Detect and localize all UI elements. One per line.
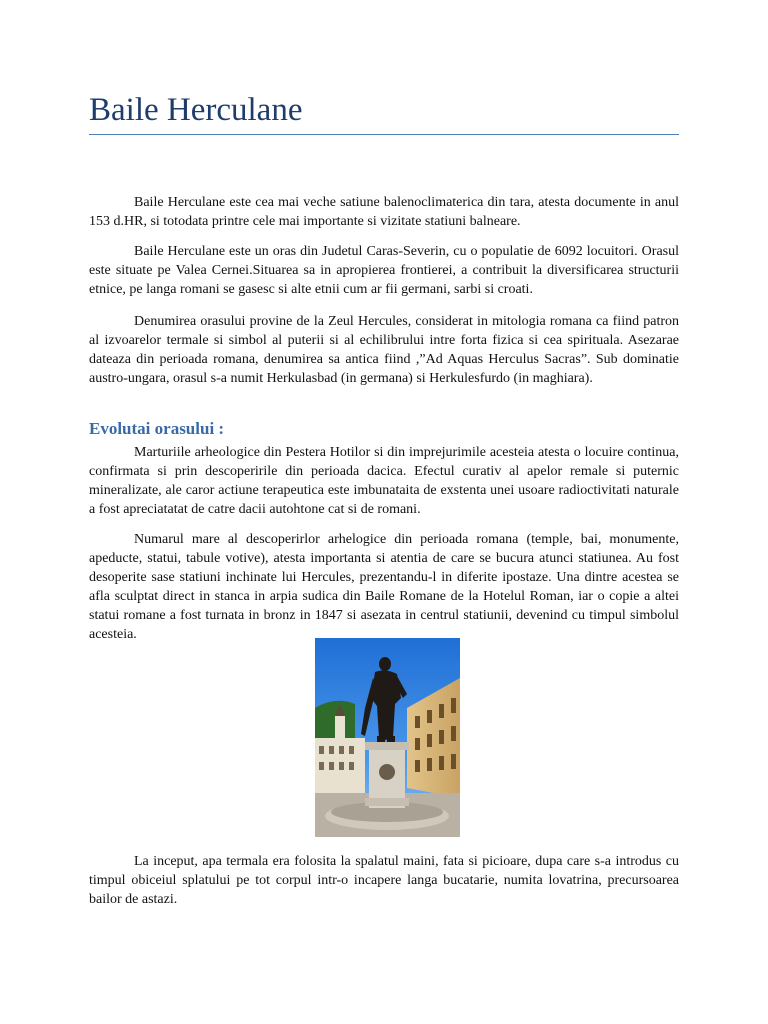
- paragraph-section-1: Marturiile arheologice din Pestera Hotilor si din imprejurimile acesteia atesta o locuire continua, confirmata si prin descoperirile din perioada dacica. Efectul curativ al apelor remale si puternic mineralizate, ale caror actiune terapeutica este imbunataita de exstenta unei usoare radioctivitati naturale a fost apreciatatat de catre dacii autohtone cat si de romani.: [89, 445, 679, 517]
- title-underline: [89, 134, 679, 135]
- section-heading-evolution: Evolutai orasului :: [89, 419, 225, 438]
- paragraph-final: La inceput, apa termala era folosita la spalatul maini, fata si picioare, dupa care s-a introdus cu timpul obiceiul splatului pe tot corpul intr-o incapere langa bucatarie, numita lovatrina, precursoarea bailor de astazi.: [89, 854, 679, 907]
- paragraph-section-2: Numarul mare al descoperirlor arhelogice din perioada romana (temple, bai, monumente, apeducte, statui, tabule votive), atesta importanta si atentia de care se bucura atunci statiunea. Au fost desoperite sase statiuni inchinate lui Hercules, prezentandu-l in diferite ipostaze. Una dintre acestea se afla sculptat direct in stanca in arpia sudica din Baile Romane de la Hotelul Roman, iar o copie a altei statui romane a fost turnata in bronz in 1847 si asezata in centrul statiunii, devenind cu timpul simbolul acesteia.: [89, 532, 679, 642]
- paragraph-intro-1: Baile Herculane este cea mai veche satiune balenoclimaterica din tara, atesta documente in anul 153 d.HR, si totodata printre cele mai importante si vizitate statiuni balneare.: [89, 195, 679, 229]
- hercules-statue-photo: [315, 638, 460, 837]
- paragraph-intro-2: Baile Herculane este un oras din Judetul Caras-Severin, cu o populatie de 6092 locuitori. Orasul este situate pe Valea Cernei.Situarea sa in apropierea frontierei, a contribuit la diversificarea structurii etnice, pe langa romani se gasesc si alte etnii cum ar fii germani, sarbi si croati.: [89, 244, 679, 297]
- page-title: Baile Herculane: [89, 92, 303, 128]
- paragraph-intro-3: Denumirea orasului provine de la Zeul Hercules, considerat in mitologia romana ca fiind patron al izvoarelor termale si simbol al puterii si al echilibrului intre forta fizica si cea spirituala. Asezarae dateaza din perioada romana, denumirea sa antica fiind ,”Ad Aquas Herculus Sacras”. Sub dominatie austro-ungara, orasul s-a numit Herkulasbad (in germana) si Herkulesfurdo (in maghiara).: [89, 314, 679, 386]
